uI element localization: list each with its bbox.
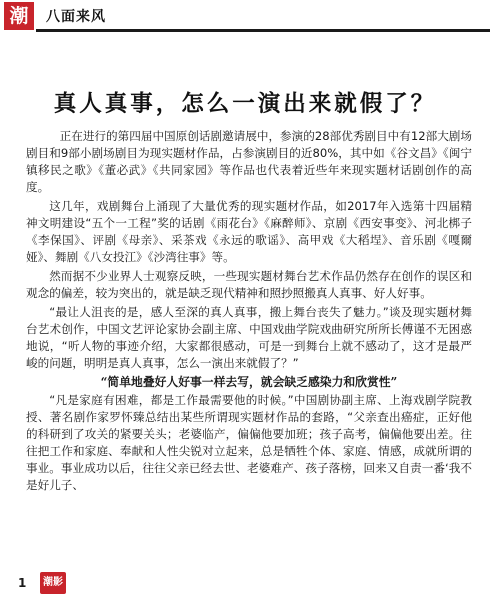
paragraph: 然而据不少业界人士观察反映，一些现实题材舞台艺术作品仍然存在创作的误区和观念的偏差，较为突出的，就是缺乏现代精神和照抄照搬真人真事、好人好事。 [26,269,472,300]
paragraph: 正在进行的第四届中国原创话剧邀请展中，参演的28部优秀剧目中有12部大剧场剧目和9部小剧场剧目为现实题材作品，占参演剧目的近80%，其中如《谷文昌》《闽宁镇移民之歌》《董必武》《共同家园》等作品也代表着近些年来现实题材话剧创作的高度。 [26,129,472,194]
section-subheading: “简单地叠好人好事一样去写，就会缺乏感染力和欣赏性” [100,375,398,389]
page-number: 1 [18,576,27,590]
footer-logo: 潮影 [40,572,66,594]
paragraph: “凡是家庭有困难，都是工作最需要他的时候。”中国剧协副主席、上海戏剧学院教授、著名剧作家罗怀臻总结出某些所谓现实题材作品的套路，“父亲查出癌症，正好他的科研到了攻关的紧要关头；老婆临产，偏偏他要加班；孩子高考，偏偏他要出差。往往把工作和家庭、奉献和人性尖锐对立起来，总是牺牲个体、家庭、情感，成就所谓的事业。事业成功以后，往往父亲已经去世、老婆难产、孩子落榜，回来又自责一番‘我不是好儿子、 [26,393,472,492]
paragraph: 这几年，戏剧舞台上涌现了大量优秀的现实题材作品，如2017年入选第十四届精神文明建设“五个一工程”奖的话剧《雨花台》《麻醉师》、京剧《西安事变》、河北梆子《李保国》、评剧《母亲》、采茶戏《永远的歌谣》、高甲戏《大稻埕》、音乐剧《嘎爾娅》、舞剧《八女投江》《沙湾往事》等。 [26,199,472,264]
paragraph: “最让人沮丧的是，感人至深的真人真事，搬上舞台丧失了魅力。”谈及现实题材舞台艺术创作，中国文艺评论家协会副主席、中国戏曲学院戏曲研究所所长傅谨不无困惑地说，“听人物的事迹介绍，大家都很感动，可是一到舞台上就不感动了，这才是最严峻的问题，明明是真人真事，怎么一演出来就假了？” [26,305,472,370]
page-footer [0,570,490,600]
page-header [0,0,490,34]
column-name: 八面来风 [46,9,106,25]
magazine-logo: 潮 [4,2,34,30]
article-body [26,128,472,496]
article-title: 真人真事，怎么一演出来就假了？ [53,91,437,117]
header-rule [36,29,490,32]
